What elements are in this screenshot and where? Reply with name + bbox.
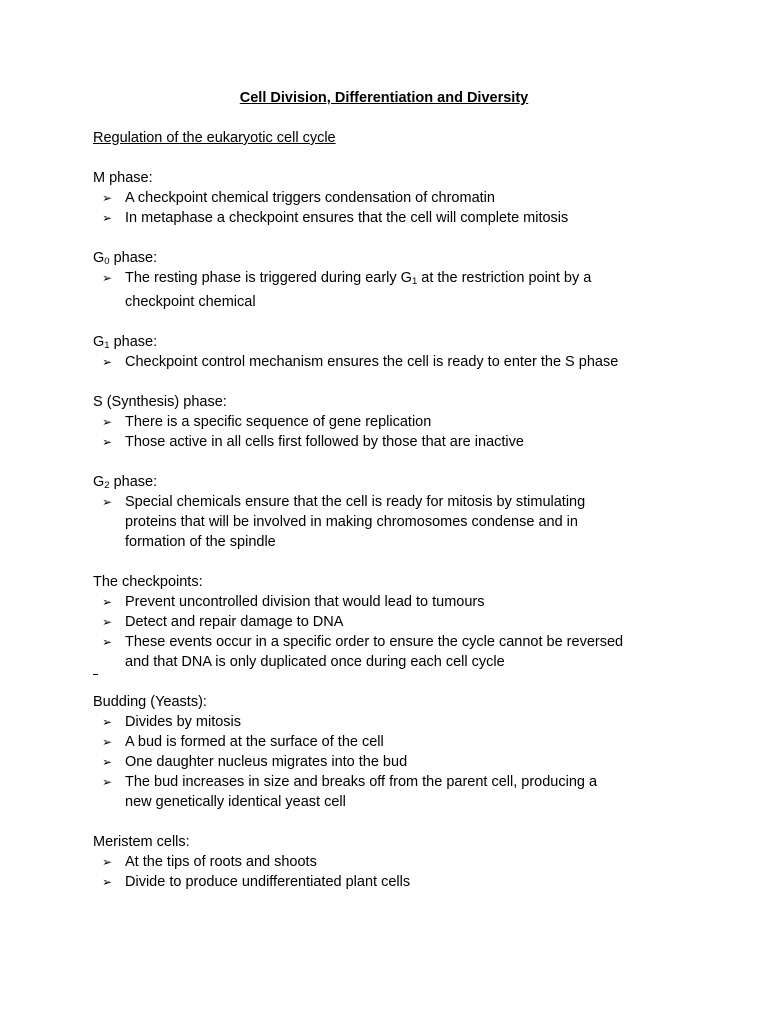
g1-phase-section [93,332,693,372]
budding-list [93,712,693,812]
list-item: ➢ Checkpoint control mechanism ensures the cell is ready to enter the S phase [102,354,619,370]
arrow-bullet-icon: ➢ [102,635,113,649]
meristem-list [93,852,693,892]
checkpoints-heading: The checkpoints: [93,574,203,590]
m-phase-list [93,188,693,228]
s-phase-list [93,412,693,452]
list-item: ➢ Special chemicals ensure that the cell is ready for mitosis by stimulating proteins that will be involved in making chromosomes condense and in formation of the spindle [102,494,586,550]
m-phase-heading: M phase: [93,170,153,186]
document-body [93,168,693,912]
arrow-bullet-icon: ➢ [102,191,113,205]
list-item: ➢ There is a specific sequence of gene replication [102,414,432,430]
meristem-heading: Meristem cells: [93,834,190,850]
list-item: ➢ At the tips of roots and shoots [102,854,317,870]
g2-phase-heading: $G_2$ phase: [93,474,158,491]
arrow-bullet-icon: ➢ [102,735,113,749]
checkpoints-section [93,572,693,672]
s-phase-heading: S (Synthesis) phase: [93,394,227,410]
stray-dash-mark [93,674,98,675]
arrow-bullet-icon: ➢ [102,755,113,769]
list-item: ➢ In metaphase a checkpoint ensures that the cell will complete mitosis [102,210,569,226]
s-phase-section [93,392,693,452]
list-item: ➢ Divide to produce undifferentiated plant cells [102,874,411,890]
budding-heading: Budding (Yeasts): [93,694,207,710]
list-item: ➢ Prevent uncontrolled division that would lead to tumours [102,594,485,610]
section-subtitle: Regulation of the eukaryotic cell cycle [93,130,336,146]
arrow-bullet-icon: ➢ [102,211,113,225]
arrow-bullet-icon: ➢ [102,435,113,449]
arrow-bullet-icon: ➢ [102,355,113,369]
list-item: ➢ Divides by mitosis [102,714,242,730]
g0-phase-heading: $G_0$ phase: [93,250,158,267]
list-item: ➢ These events occur in a specific order to ensure the cycle cannot be reversed and that DNA is only duplicated once during each cell cycle [102,634,624,670]
arrow-bullet-icon: ➢ [102,875,113,889]
arrow-bullet-icon: ➢ [102,595,113,609]
arrow-bullet-icon: ➢ [102,855,113,869]
arrow-bullet-icon: ➢ [102,271,113,285]
budding-section [93,692,693,812]
list-item: ➢ Those active in all cells first followed by those that are inactive [102,434,524,450]
arrow-bullet-icon: ➢ [102,415,113,429]
arrow-bullet-icon: ➢ [102,775,113,789]
arrow-bullet-icon: ➢ [102,615,113,629]
m-phase-section [93,168,693,228]
arrow-bullet-icon: ➢ [102,715,113,729]
g2-phase-section [93,472,693,552]
g1-phase-list [93,352,693,372]
page-title: Cell Division, Differentiation and Diversity [239,90,529,106]
list-item: ➢ The bud increases in size and breaks off from the parent cell, producing a new genetically identical yeast cell [102,774,598,810]
list-item: ➢ A bud is formed at the surface of the cell [102,734,384,750]
g1-phase-heading: $G_1$ phase: [93,334,158,351]
list-item: ➢ One daughter nucleus migrates into the bud [102,754,408,770]
checkpoints-list [93,592,693,672]
g0-phase-section [93,248,693,312]
arrow-bullet-icon: ➢ [102,495,113,509]
meristem-section [93,832,693,892]
list-item: ➢ The resting phase is triggered during early $G_1$ at the restriction point by a checkpoint chemical [102,270,592,310]
g2-phase-list [93,492,693,552]
list-item: ➢ A checkpoint chemical triggers condensation of chromatin [102,190,495,206]
list-item: ➢ Detect and repair damage to DNA [102,614,344,630]
g0-phase-list [93,268,693,312]
